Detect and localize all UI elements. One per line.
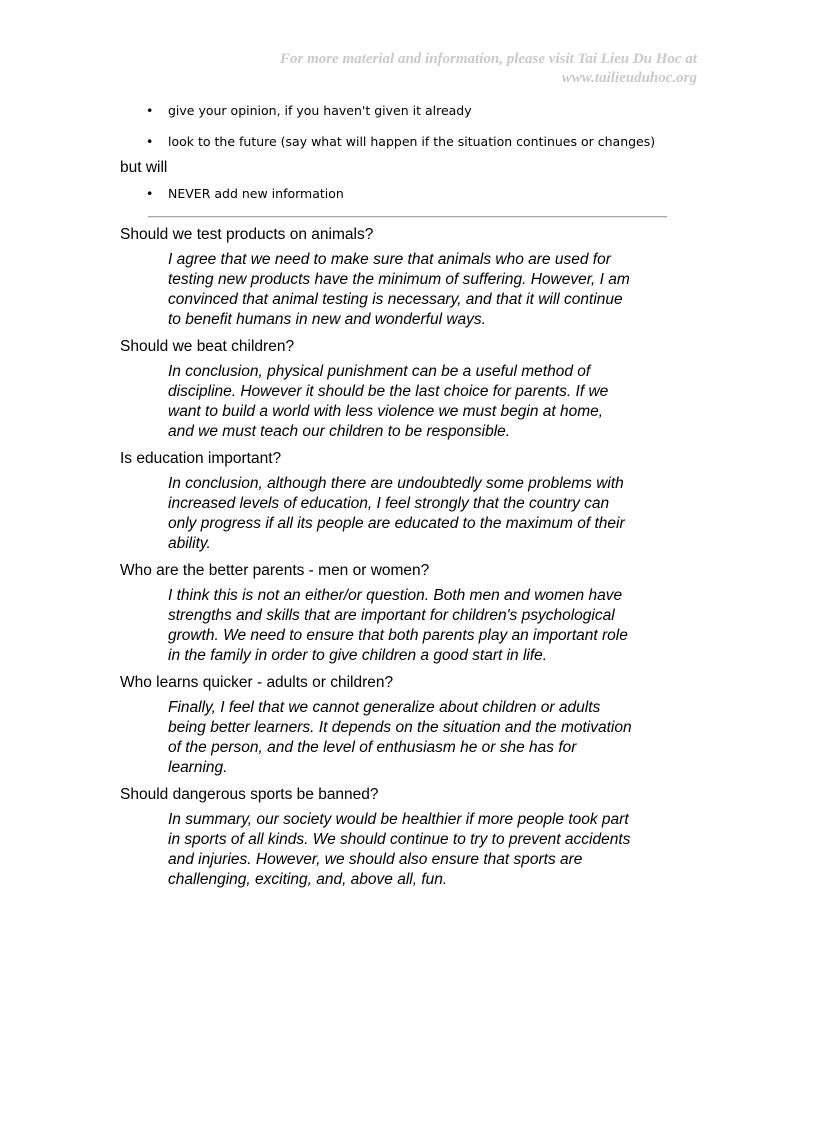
answer-line: discipline. However it should be the last choice for parents. If we <box>168 383 609 400</box>
example-section <box>120 673 680 778</box>
example-section <box>120 561 680 666</box>
question-heading: Is education important? <box>120 450 282 467</box>
answer-line: testing new products have the minimum of suffering. However, I am <box>168 271 630 288</box>
header-line-1: For more material and information, please visit Tai Lieu Du Hoc at <box>280 51 697 67</box>
answer-line: in sports of all kinds. We should continue to try to prevent accidents <box>168 831 631 848</box>
header-website: www.tailieuduhoc.org <box>561 70 697 86</box>
example-conclusion <box>168 698 658 778</box>
answer-line: convinced that animal testing is necessary, and that it will continue <box>168 291 623 308</box>
answer-line: to benefit humans in new and wonderful ways. <box>168 311 486 328</box>
connector-text: but will <box>120 159 168 176</box>
answer-line: strengths and skills that are important for children's psychological <box>168 607 615 624</box>
conclusion-tips-list <box>144 103 655 150</box>
answer-line: being better learners. It depends on the situation and the motivation <box>168 719 632 736</box>
horizontal-divider <box>148 216 667 218</box>
example-section <box>120 225 680 330</box>
answer-line: want to build a world with less violence we must begin at home, <box>168 403 604 420</box>
answer-line: increased levels of education, I feel strongly that the country can <box>168 495 610 512</box>
list-item <box>144 186 344 202</box>
answer-line: Finally, I feel that we cannot generalize about children or adults <box>168 699 601 716</box>
answer-line: only progress if all its people are educated to the maximum of their <box>168 515 625 532</box>
answer-line: I agree that we need to make sure that animals who are used for <box>168 251 611 268</box>
answer-line: learning. <box>168 759 228 776</box>
answer-line: In conclusion, although there are undoubtedly some problems with <box>168 475 624 492</box>
list-item <box>144 134 655 150</box>
list-item-text: look to the future (say what will happen if the situation continues or changes) <box>168 134 656 149</box>
example-section <box>120 785 680 890</box>
bullet-icon: • <box>146 134 154 149</box>
list-item <box>144 103 655 119</box>
answer-line: and injuries. However, we should also ensure that sports are <box>168 851 583 868</box>
example-section <box>120 449 680 554</box>
list-item-text: NEVER add new information <box>168 186 344 201</box>
answer-line: in the family in order to give children a good start in life. <box>168 647 548 664</box>
answer-line: In conclusion, physical punishment can be a useful method of <box>168 363 591 380</box>
bullet-icon: • <box>146 186 154 201</box>
answer-line: I think this is not an either/or question. Both men and women have <box>168 587 623 604</box>
answer-line: challenging, exciting, and, above all, fun. <box>168 871 448 888</box>
example-section <box>120 337 680 442</box>
conclusion-warning-list <box>144 186 344 202</box>
answer-line: ability. <box>168 535 211 552</box>
answer-line: growth. We need to ensure that both parents play an important role <box>168 627 628 644</box>
list-item-text: give your opinion, if you haven't given it already <box>168 103 472 118</box>
question-heading: Who are the better parents - men or women? <box>120 562 430 579</box>
answer-line: and we must teach our children to be responsible. <box>168 423 511 440</box>
example-conclusion <box>168 586 658 666</box>
example-conclusion <box>168 474 658 554</box>
example-conclusion <box>168 362 658 442</box>
example-conclusion <box>168 810 658 890</box>
page-header <box>137 50 697 88</box>
question-heading: Who learns quicker - adults or children? <box>120 674 394 691</box>
bullet-icon: • <box>146 103 154 118</box>
answer-line: In summary, our society would be healthier if more people took part <box>168 811 629 828</box>
question-heading: Should we beat children? <box>120 338 295 355</box>
example-conclusion <box>168 250 658 330</box>
question-heading: Should we test products on animals? <box>120 226 374 243</box>
answer-line: of the person, and the level of enthusiasm he or she has for <box>168 739 577 756</box>
question-heading: Should dangerous sports be banned? <box>120 786 379 803</box>
